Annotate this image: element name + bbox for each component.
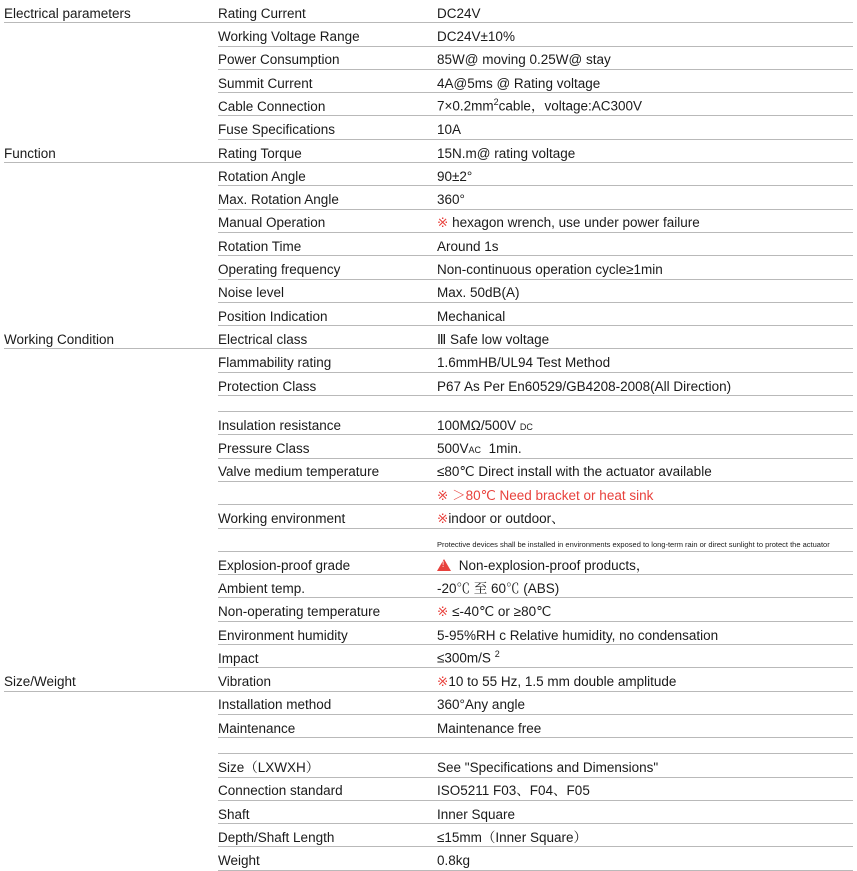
table-row — [4, 714, 853, 737]
group-cell-empty — [4, 800, 218, 823]
explosion-proof-text: Non-explosion-proof products， — [458, 557, 650, 573]
param-protection-class: Protection Class — [218, 372, 437, 395]
value-size-lxwxh: See "Specifications and Dimensions" — [437, 754, 853, 777]
group-cell-empty — [4, 824, 218, 847]
group-cell-empty — [4, 714, 218, 737]
param-weight: Weight — [218, 847, 437, 870]
value-depth-shaft-length: ≤15mm（Inner Square） — [437, 824, 853, 847]
group-cell-empty — [4, 847, 218, 870]
table-row — [4, 186, 853, 209]
value-environment-humidity: 5-95%RH c Relative humidity, no condensation — [437, 621, 853, 644]
group-cell-empty — [4, 349, 218, 372]
table-row — [4, 645, 853, 668]
spacer-group — [4, 396, 218, 412]
table-row — [4, 302, 853, 325]
param-non-operating-temperature: Non-operating temperature — [218, 598, 437, 621]
pressure-subscript: AC — [468, 445, 482, 456]
specification-table — [4, 0, 853, 871]
table-spacer-row — [4, 738, 853, 754]
impact-superscript: 2 — [494, 649, 500, 660]
table-row — [4, 69, 853, 92]
table-row — [4, 598, 853, 621]
protective-devices-note: Protective devices shall be installed in environments exposed to long-term rain or direct sunlight to protect the actuator — [437, 540, 830, 550]
group-cell-empty — [4, 621, 218, 644]
value-cable-connection — [437, 93, 853, 116]
group-cell-empty — [4, 528, 218, 551]
group-cell-empty — [4, 186, 218, 209]
spacer-group — [4, 738, 218, 754]
param-working-environment: Working environment — [218, 505, 437, 528]
param-rotation-angle: Rotation Angle — [218, 163, 437, 186]
table-row — [4, 349, 853, 372]
table-row — [4, 23, 853, 46]
pressure-duration: 1min. — [488, 441, 522, 457]
group-cell-empty — [4, 69, 218, 92]
group-cell-empty — [4, 754, 218, 777]
cable-voltage: cable，voltage:AC300V — [498, 98, 643, 114]
table-row — [4, 93, 853, 116]
reference-mark-icon: ※ — [437, 511, 449, 527]
value-valve-medium-temperature: ≤80℃ Direct install with the actuator available — [437, 458, 853, 481]
spacer-value — [437, 738, 853, 754]
value-connection-standard: ISO5211 F03、F04、F05 — [437, 777, 853, 800]
value-protection-class: P67 As Per En60529/GB4208-2008(All Direction) — [437, 372, 853, 395]
manual-operation-text: hexagon wrench, use under power failure — [452, 215, 700, 231]
group-cell-empty — [4, 598, 218, 621]
reference-mark-icon: ※ — [437, 215, 449, 231]
table-row — [4, 209, 853, 232]
value-rotation-angle: 90±2° — [437, 163, 853, 186]
param-power-consumption: Power Consumption — [218, 46, 437, 69]
table-row — [4, 372, 853, 395]
table-row — [4, 481, 853, 504]
group-cell-empty — [4, 93, 218, 116]
table-row — [4, 621, 853, 644]
param-rating-current: Rating Current — [218, 0, 437, 23]
value-shaft: Inner Square — [437, 800, 853, 823]
param-fuse-specifications: Fuse Specifications — [218, 116, 437, 139]
value-insulation-resistance — [437, 412, 853, 435]
value-weight: 0.8kg — [437, 847, 853, 870]
group-label-electrical: Electrical parameters — [4, 0, 218, 23]
spacer-param — [218, 396, 437, 412]
param-shaft: Shaft — [218, 800, 437, 823]
group-cell-empty — [4, 505, 218, 528]
param-max-rotation-angle: Max. Rotation Angle — [218, 186, 437, 209]
param-environment-humidity: Environment humidity — [218, 621, 437, 644]
value-manual-operation — [437, 209, 853, 232]
table-row — [4, 551, 853, 574]
param-insulation-resistance: Insulation resistance — [218, 412, 437, 435]
group-label-working-condition: Working Condition — [4, 326, 218, 349]
group-cell-empty — [4, 163, 218, 186]
reference-mark-icon: ※ — [437, 674, 449, 690]
table-row — [4, 326, 853, 349]
value-max-rotation-angle: 360° — [437, 186, 853, 209]
table-row — [4, 163, 853, 186]
value-position-indication: Mechanical — [437, 302, 853, 325]
value-electrical-class: Ⅲ Safe low voltage — [437, 326, 853, 349]
value-non-operating-temperature — [437, 598, 853, 621]
group-cell-empty — [4, 302, 218, 325]
value-vibration — [437, 668, 853, 691]
value-rotation-time: Around 1s — [437, 232, 853, 255]
valve-temperature-note-text: ＞80℃ Need bracket or heat sink — [452, 487, 654, 503]
value-working-environment — [437, 505, 853, 528]
value-rating-torque: 15N.m@ rating voltage — [437, 139, 853, 162]
value-maintenance: Maintenance free — [437, 714, 853, 737]
group-cell-empty — [4, 46, 218, 69]
group-cell-empty — [4, 777, 218, 800]
group-label-size-weight: Size/Weight — [4, 668, 218, 691]
working-environment-text: indoor or outdoor、 — [448, 511, 565, 527]
param-connection-standard: Connection standard — [218, 777, 437, 800]
table-row — [4, 777, 853, 800]
table-row — [4, 0, 853, 23]
value-noise-level: Max. 50dB(A) — [437, 279, 853, 302]
param-cell-empty — [218, 481, 437, 504]
table-row — [4, 232, 853, 255]
spacer-value — [437, 396, 853, 412]
spacer-param — [218, 738, 437, 754]
group-label-function: Function — [4, 139, 218, 162]
value-operating-frequency: Non-continuous operation cycle≥1min — [437, 256, 853, 279]
group-cell-empty — [4, 232, 218, 255]
param-vibration: Vibration — [218, 668, 437, 691]
value-pressure-class — [437, 435, 853, 458]
value-valve-medium-temperature-note — [437, 481, 853, 504]
table-spacer-row — [4, 396, 853, 412]
group-cell-empty — [4, 575, 218, 598]
param-working-voltage-range: Working Voltage Range — [218, 23, 437, 46]
param-position-indication: Position Indication — [218, 302, 437, 325]
param-operating-frequency: Operating frequency — [218, 256, 437, 279]
table-row — [4, 116, 853, 139]
table-row — [4, 139, 853, 162]
table-row — [4, 754, 853, 777]
group-cell-empty — [4, 412, 218, 435]
table-row — [4, 668, 853, 691]
value-fuse-specifications: 10A — [437, 116, 853, 139]
param-impact: Impact — [218, 645, 437, 668]
group-cell-empty — [4, 551, 218, 574]
group-cell-empty — [4, 209, 218, 232]
value-summit-current: 4A@5ms @ Rating voltage — [437, 69, 853, 92]
table-row — [4, 412, 853, 435]
insulation-value: 100MΩ/500V — [437, 417, 517, 433]
group-cell-empty — [4, 481, 218, 504]
table-row — [4, 800, 853, 823]
param-rotation-time: Rotation Time — [218, 232, 437, 255]
non-operating-temperature-text: ≤-40℃ or ≥80℃ — [452, 604, 552, 620]
table-row — [4, 256, 853, 279]
impact-value: ≤300m/S — [437, 650, 491, 666]
value-rating-current: DC24V — [437, 0, 853, 23]
value-ambient-temp: -20℃ 至 60℃ (ABS) — [437, 575, 853, 598]
group-cell-empty — [4, 691, 218, 714]
param-installation-method: Installation method — [218, 691, 437, 714]
param-size-lxwxh: Size（LXWXH） — [218, 754, 437, 777]
group-cell-empty — [4, 435, 218, 458]
value-installation-method: 360°Any angle — [437, 691, 853, 714]
table-row — [4, 575, 853, 598]
table-row — [4, 458, 853, 481]
table-row — [4, 46, 853, 69]
value-flammability-rating: 1.6mmHB/UL94 Test Method — [437, 349, 853, 372]
param-noise-level: Noise level — [218, 279, 437, 302]
cable-size: 7×0.2mm — [437, 98, 494, 114]
value-power-consumption: 85W@ moving 0.25W@ stay — [437, 46, 853, 69]
value-working-voltage-range: DC24V±10% — [437, 23, 853, 46]
table-row — [4, 528, 853, 551]
reference-mark-icon: ※ — [437, 487, 449, 503]
value-impact — [437, 645, 853, 668]
group-cell-empty — [4, 458, 218, 481]
group-cell-empty — [4, 23, 218, 46]
param-cable-connection: Cable Connection — [218, 93, 437, 116]
value-working-environment-note — [437, 528, 853, 551]
param-valve-medium-temperature: Valve medium temperature — [218, 458, 437, 481]
param-pressure-class: Pressure Class — [218, 435, 437, 458]
group-cell-empty — [4, 279, 218, 302]
param-summit-current: Summit Current — [218, 69, 437, 92]
table-row — [4, 279, 853, 302]
param-cell-empty — [218, 528, 437, 551]
param-electrical-class: Electrical class — [218, 326, 437, 349]
param-flammability-rating: Flammability rating — [218, 349, 437, 372]
param-ambient-temp: Ambient temp. — [218, 575, 437, 598]
group-cell-empty — [4, 645, 218, 668]
table-row — [4, 435, 853, 458]
table-row — [4, 824, 853, 847]
table-row — [4, 505, 853, 528]
insulation-subscript: DC — [519, 421, 533, 432]
value-explosion-proof-grade — [437, 551, 853, 574]
warning-triangle-icon — [437, 559, 451, 571]
param-depth-shaft-length: Depth/Shaft Length — [218, 824, 437, 847]
param-explosion-proof-grade: Explosion-proof grade — [218, 551, 437, 574]
param-manual-operation: Manual Operation — [218, 209, 437, 232]
param-maintenance: Maintenance — [218, 714, 437, 737]
reference-mark-icon: ※ — [437, 604, 449, 620]
pressure-value: 500V — [437, 441, 469, 457]
group-cell-empty — [4, 116, 218, 139]
vibration-text: 10 to 55 Hz, 1.5 mm double amplitude — [448, 674, 677, 690]
group-cell-empty — [4, 372, 218, 395]
cable-superscript: 2 — [493, 97, 499, 108]
param-rating-torque: Rating Torque — [218, 139, 437, 162]
table-row — [4, 847, 853, 870]
table-row — [4, 691, 853, 714]
group-cell-empty — [4, 256, 218, 279]
